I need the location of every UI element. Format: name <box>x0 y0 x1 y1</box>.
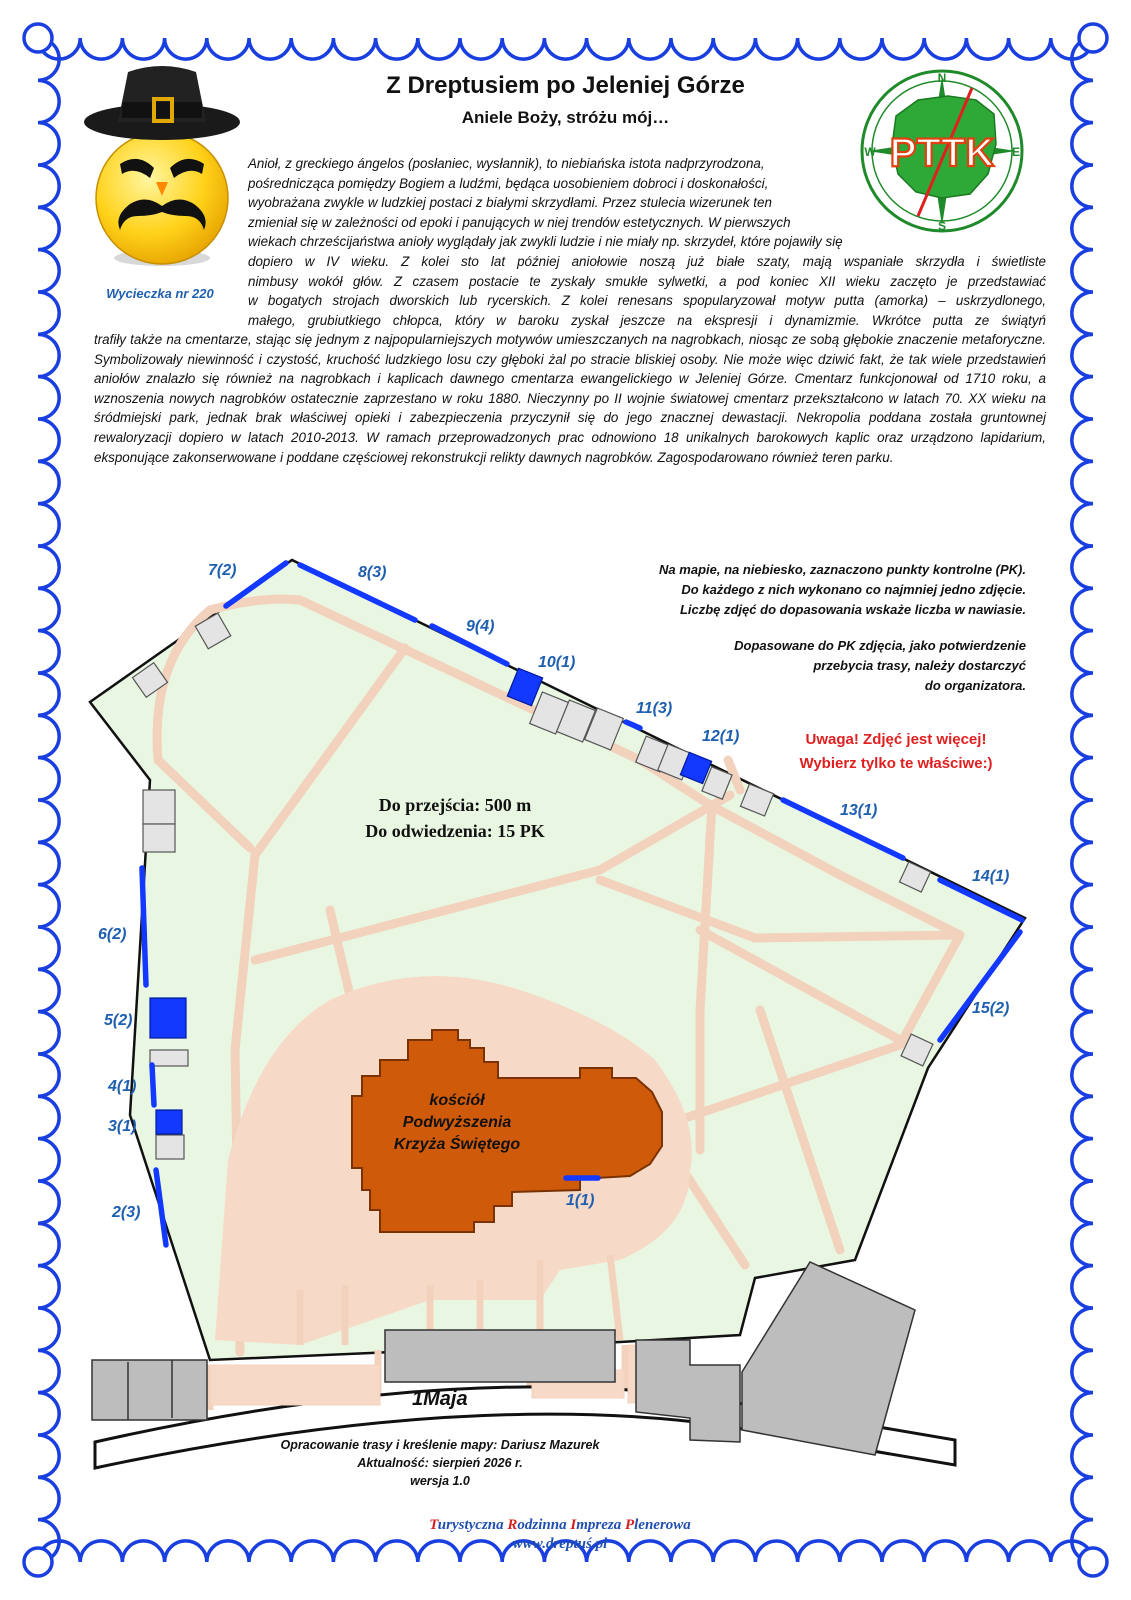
article-body: trafiły także na cmentarze, stając się jednym z najpopularniejszych motywów umieszczanych na nagrobkach, niosąc ze sobą głębokie znaczenie metaforyczne. Symbolizowały niewinność i czystość, kruchość ludzkiego losu czy głęboki żal po stracie bliskiej osoby. Nie może więc dziwić fakt, że tak wiele przedstawień aniołów znalazło się również na nagrobkach i kaplicach dawnego cmentarza ewangelickiego w Jeleniej Górze. Cmentarz funkcjonował od 1710 roku, a wznoszenia nowych nagrobków ostatecznie zaprzestano w roku 1880. Nieczynny po II wojnie światowej cmentarz przekształcono w latach 70. XX wieku na śródmiejski park, jednak brak właściwej opieki i zabezpieczenia przyczynił się do jego znacznej dewastacji. Nekropolia poddana została gruntownej rewaloryzacji dopiero w latach 2010-2013. W ramach przeprowadzonych prac odnowiono 18 unikalnych barokowych kaplic oraz urządzono lapidarium, eksponujące zakonserwowane i poddane częściowej rekonstrukcji relikty dawnych nagrobków. Zagospodarowano również teren parku. <box>94 332 1046 465</box>
page-title: Z Dreptusiem po Jeleniej Górze <box>386 72 745 99</box>
checkpoint-label-15: 15(2) <box>972 1000 1010 1017</box>
checkpoint-label-13: 13(1) <box>840 802 878 819</box>
slogan-word: mpreza <box>576 1517 625 1533</box>
map-note-line: Do każdego z nich wykonano co najmniej jedno zdjęcie. <box>681 582 1026 597</box>
article-line: nimbusy wokół głów. Z czasem postacie te zyskały smukłe sylwetki, a pod koniec XII wieku zaczęto je przedstawiać <box>248 273 1046 289</box>
checkpoint-label-10: 10(1) <box>538 654 576 671</box>
checkpoint-label-1: 1(1) <box>566 1192 595 1209</box>
slogan-word: odzinna <box>517 1517 571 1533</box>
church-label-line: Krzyża Świętego <box>393 1136 521 1153</box>
church-label <box>372 1090 542 1156</box>
slogan-initial: P <box>624 1517 635 1533</box>
checkpoint-label-5: 5(2) <box>104 1012 133 1029</box>
church-label-line: kościół <box>429 1092 485 1109</box>
compass-e: E <box>1011 145 1021 159</box>
compass-s: S <box>937 219 947 233</box>
checkpoint-label-14: 14(1) <box>972 868 1010 885</box>
street-label: 1Maja <box>412 1388 468 1410</box>
trip-number: Wycieczka nr 220 <box>106 286 214 301</box>
slogan-word: lenerowa <box>634 1517 691 1533</box>
article-line: dopiero w IV wieku. Z kolei sto lat później aniołowie noszą już białe szaty, mają wspaniałe skrzydła i świetliste <box>248 254 1046 269</box>
slogan-initial: I <box>570 1517 577 1533</box>
submission-note-line: Dopasowane do PK zdjęcia, jako potwierdzenie <box>734 638 1026 653</box>
article-line: małego, grubiutkiego chłopca, który w baroku zyskał jeszcze na ekspresji i dynamizmie. Wkrótce putta ze świątyń <box>248 312 1046 328</box>
credits <box>200 1436 680 1490</box>
slogan-initial: T <box>429 1517 438 1533</box>
article-line: zmieniał się w zależności od epoki i panujących w niej trendów estetycznych. W pierwszych <box>248 214 791 230</box>
page-subtitle: Aniele Boży, stróżu mój… <box>461 108 670 127</box>
checkpoint-label-4: 4(1) <box>108 1078 137 1095</box>
article-line: wiekach chrześcijaństwa anioły wyglądały jak zwykli ludzie i nie miały np. skrzydeł, które pojawiły się <box>248 234 843 250</box>
checkpoint-label-12: 12(1) <box>702 728 740 745</box>
credit-version: wersja 1.0 <box>410 1474 470 1488</box>
map-note <box>586 560 1026 620</box>
website-link[interactable]: www.dreptuś.pl <box>512 1536 608 1552</box>
submission-note <box>666 636 1026 696</box>
map-note-line: Liczbę zdjęć do dopasowania wskaże liczba w nawiasie. <box>679 602 1026 617</box>
article-line: pośrednicząca pomiędzy Bogiem a ludźmi, będąca uosobieniem dobroci i doskonałości, <box>248 175 769 191</box>
submission-note-line: przebycia trasy, należy dostarczyć <box>813 658 1026 673</box>
checkpoint-label-7: 7(2) <box>208 562 237 579</box>
checkpoint-label-3: 3(1) <box>108 1118 137 1135</box>
footer-slogan <box>300 1516 820 1535</box>
compass-w: W <box>864 145 876 159</box>
article-line: wyobrażana zwykle w ludzkiej postaci z białymi skrzydłami. Przez stulecia wizerunek ten <box>248 195 772 211</box>
credit-author: Opracowanie trasy i kreślenie mapy: Dariusz Mazurek <box>280 1438 600 1452</box>
slogan-initial: R <box>507 1517 518 1533</box>
slogan-word: urystyczna <box>437 1517 508 1533</box>
checkpoint-label-11: 11(3) <box>636 700 673 717</box>
compass-n: N <box>937 71 947 85</box>
distance-label: Do przejścia: 500 m <box>378 795 532 815</box>
credit-date: Aktualność: sierpień 2026 r. <box>357 1456 523 1470</box>
warning-line: Wybierz tylko te właściwe:) <box>799 755 993 772</box>
checkpoint-label-9: 9(4) <box>466 618 495 635</box>
route-summary <box>310 792 600 844</box>
article-line: Anioł, z greckiego ángelos (posłaniec, wysłannik), to niebiańska istota nadprzyrodzona, <box>248 156 765 171</box>
checkpoint-label-8: 8(3) <box>358 564 387 581</box>
pttk-logo-text: PTTK <box>889 131 995 175</box>
warning-note <box>766 728 1026 776</box>
checkpoints-count: Do odwiedzenia: 15 PK <box>365 821 545 841</box>
checkpoint-label-2: 2(3) <box>112 1204 141 1221</box>
submission-note-line: do organizatora. <box>924 678 1026 693</box>
church-label-line: Podwyższenia <box>402 1114 512 1131</box>
article-line: w bogatych strojach dworskich lub rycerskich. Z kolei renesans spopularyzował motyw putta (amorka) – uskrzydlonego, <box>248 293 1046 309</box>
map-note-line: Na mapie, na niebiesko, zaznaczono punkty kontrolne (PK). <box>659 562 1026 577</box>
checkpoint-label-6: 6(2) <box>98 926 127 943</box>
footer <box>300 1516 820 1554</box>
warning-line: Uwaga! Zdjęć jest więcej! <box>805 731 987 748</box>
